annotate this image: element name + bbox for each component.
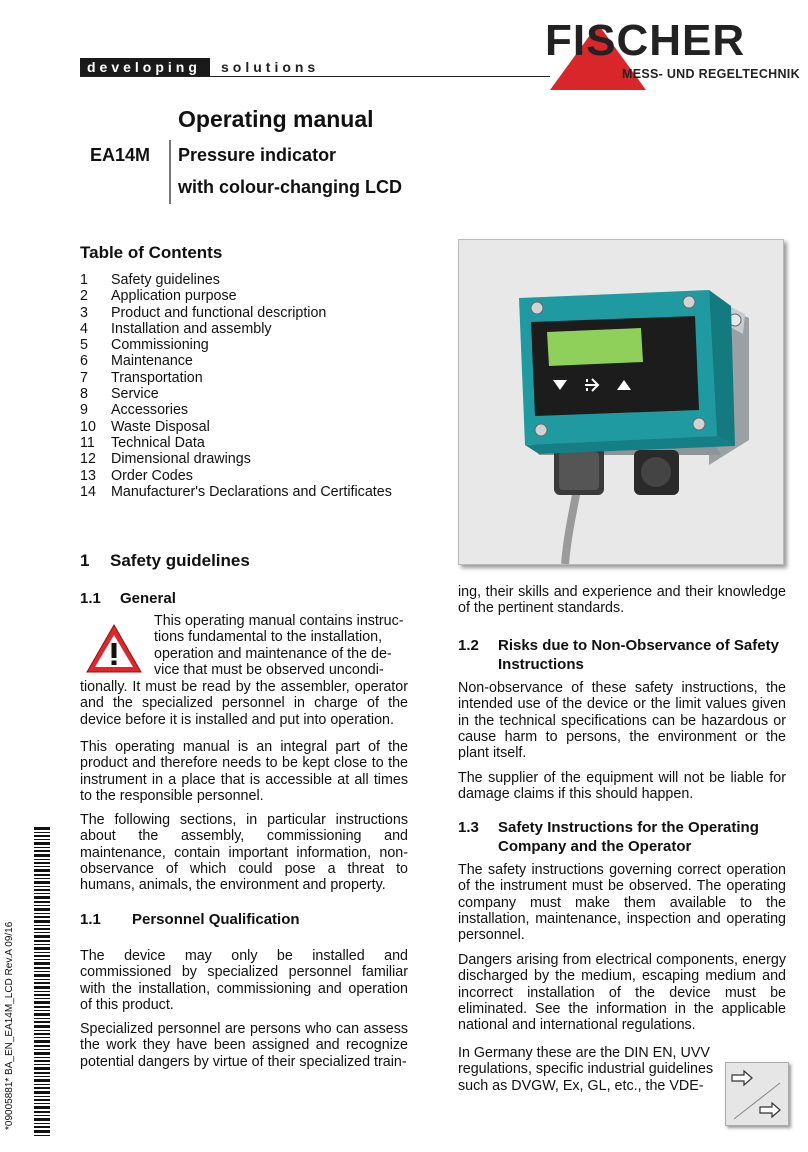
operator-paragraph-2: Dangers arising from electrical components, energy discharged by the medium, escaping medium and incorrect installation of the device must be eliminated. See the information in the applicable national and international regulations. xyxy=(458,952,786,1034)
general-paragraph-intro: This operating manual contains instruc- tions fundamental to the installation, operation and maintenance of the de- vice that must be observed uncondi- xyxy=(154,613,404,678)
toc-item[interactable]: 7 Transportation xyxy=(80,369,203,386)
brand-name: FISCHER xyxy=(545,16,746,65)
toc-item[interactable]: 5 Commissioning xyxy=(80,337,209,354)
page-arrows-icon xyxy=(726,1063,788,1125)
personnel-paragraph-2: Specialized personnel are persons who can assess the work they have been assigned and recognize potential dangers by virtue of their specialized train- xyxy=(80,1021,408,1070)
section-personnel-heading: 1.1 Personnel Qualification xyxy=(80,911,300,928)
section-1-3-heading: 1.3 Safety Instructions for the Operating Company and the Operator xyxy=(458,819,759,855)
document-code: *09005881* BA_EN_EA14M_LCD Rev.A 09/16 xyxy=(4,921,15,1130)
brand-subtitle: MESS- UND REGELTECHNIK xyxy=(622,67,800,81)
toc-item[interactable]: 2 Application purpose xyxy=(80,288,237,305)
section-1-2-heading: 1.2 Risks due to Non-Observance of Safety Instructions xyxy=(458,637,779,673)
toc-item[interactable]: 8 Service xyxy=(80,386,159,403)
document-title: Operating manual xyxy=(178,106,374,132)
device-photo xyxy=(458,239,784,565)
risks-paragraph-1: Non-observance of these safety instructions, the intended use of the device or the limit values given in the technical specifications can be hazardous or cause harm to persons, the environment or the plant itself. xyxy=(458,680,786,762)
personnel-paragraph-1: The device may only be installed and commissioned by specialized personnel familiar with the installation, commissioning and operation of this product. xyxy=(80,948,408,1013)
toc-item[interactable]: 11 Technical Data xyxy=(80,434,205,451)
section-1-heading: 1 Safety guidelines xyxy=(80,551,250,570)
title-divider xyxy=(169,140,171,204)
pressure-indicator-image xyxy=(459,240,783,564)
page-navigation-box[interactable] xyxy=(725,1062,789,1126)
toc-item[interactable]: 4 Installation and assembly xyxy=(80,320,272,337)
general-paragraph-2: This operating manual is an integral part of the product and therefore needs to be kept close to the instrument in a place that is accessible at all times to the responsible personnel. xyxy=(80,739,408,804)
toc-item[interactable]: 1 Safety guidelines xyxy=(80,272,220,288)
product-subtitle-line1: Pressure indicator xyxy=(178,145,337,165)
toc-item[interactable]: 10 Waste Disposal xyxy=(80,418,210,435)
operator-paragraph-1: The safety instructions governing correct operation of the instrument must be observed. The operating company must make them available to the installation, maintenance, inspection and operating personnel. xyxy=(458,862,786,944)
general-paragraph-3: The following sections, in particular instructions about the assembly, commissioning and maintenance, contain important information, non-observance of which could pose a threat to humans, animals, the environment and property. xyxy=(80,812,408,894)
tagline-solutions: solutions xyxy=(221,59,320,75)
barcode-icon xyxy=(20,825,50,1140)
warning-icon xyxy=(84,622,144,676)
personnel-paragraph-2-continued: ing, their skills and experience and their knowledge of the pertinent standards. xyxy=(458,584,786,617)
toc-heading: Table of Contents xyxy=(80,243,223,262)
toc-item[interactable]: 14 Manufacturer's Declarations and Certificates xyxy=(80,483,392,500)
product-subtitle-line2: with colour-changing LCD xyxy=(178,177,402,197)
operator-paragraph-3: In Germany these are the DIN EN, UVV regulations, specific industrial guidelines such as DVGW, Ex, GL, etc., the VDE- xyxy=(458,1045,714,1094)
toc-item[interactable]: 9 Accessories xyxy=(80,402,189,419)
tagline-developing: developing xyxy=(80,58,210,76)
section-1-1-heading: 1.1 General xyxy=(80,590,176,607)
toc-item[interactable]: 3 Product and functional description xyxy=(80,304,327,321)
general-paragraph-1: tionally. It must be read by the assembler, operator and the specialized personnel in charge of the device before it is installed and put into operation. xyxy=(80,679,408,728)
header-rule xyxy=(80,76,550,77)
model-number: EA14M xyxy=(90,145,151,165)
risks-paragraph-2: The supplier of the equipment will not be liable for damage claims if this should happen. xyxy=(458,770,786,803)
toc-list xyxy=(80,272,392,500)
toc-item[interactable]: 12 Dimensional drawings xyxy=(80,451,251,468)
toc-item[interactable]: 13 Order Codes xyxy=(80,467,193,484)
toc-item[interactable]: 6 Maintenance xyxy=(80,353,193,370)
